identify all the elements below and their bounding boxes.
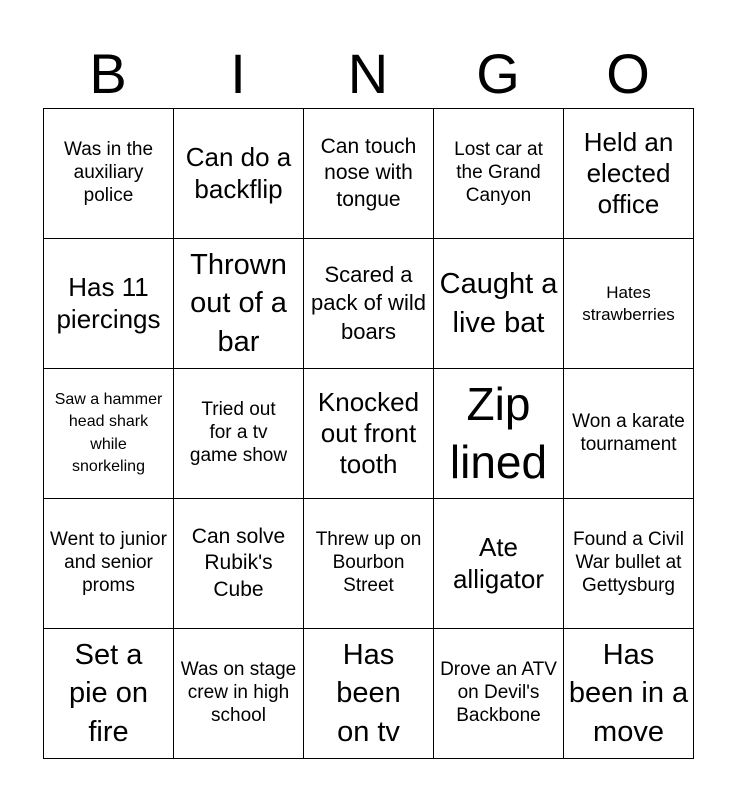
cell-text: Can touch nose with tongue — [320, 135, 417, 211]
cell-text: Lost car at the Grand Canyon — [454, 139, 543, 206]
cell-text: Has been on tv — [336, 638, 401, 748]
cell-text: Caught a live bat — [439, 267, 558, 339]
bingo-cell-r5-c5[interactable] — [564, 629, 694, 759]
cell-text: Thrown out of a bar — [190, 248, 287, 358]
cell-text: Scared a pack of wild boars — [311, 261, 426, 344]
bingo-cell-r2-c4[interactable] — [434, 239, 564, 369]
bingo-cell-r5-c2[interactable] — [174, 629, 304, 759]
bingo-cell-r5-c4[interactable] — [434, 629, 564, 759]
bingo-cell-r4-c1[interactable] — [44, 499, 174, 629]
bingo-cell-r1-c1[interactable] — [44, 109, 174, 239]
cell-text: Was on stage crew in high school — [180, 659, 297, 726]
bingo-cell-r4-c4[interactable] — [434, 499, 564, 629]
header-letter-g: G — [476, 42, 520, 105]
bingo-cell-r3-c3[interactable] — [304, 369, 434, 499]
bingo-cell-r1-c4[interactable] — [434, 109, 564, 239]
bingo-cell-r3-c2[interactable] — [174, 369, 304, 499]
cell-text: Can solve Rubik's Cube — [191, 525, 286, 601]
bingo-cell-r4-c3[interactable] — [304, 499, 434, 629]
cell-text: Ate alligator — [452, 532, 545, 594]
bingo-cell-r2-c3[interactable] — [304, 239, 434, 369]
cell-text: Has 11 piercings — [56, 272, 161, 334]
bingo-cell-r3-c5[interactable] — [564, 369, 694, 499]
header-letter-n: N — [347, 42, 389, 105]
bingo-cell-r2-c5[interactable] — [564, 239, 694, 369]
bingo-header — [43, 40, 693, 108]
cell-text: Zip lined — [449, 378, 548, 488]
bingo-board — [43, 108, 694, 759]
bingo-cell-r4-c5[interactable] — [564, 499, 694, 629]
cell-text: Hates strawberries — [582, 283, 675, 324]
bingo-cell-r2-c2[interactable] — [174, 239, 304, 369]
bingo-cell-r3-c1[interactable] — [44, 369, 174, 499]
bingo-cell-r5-c3[interactable] — [304, 629, 434, 759]
cell-text: Saw a hammer head shark while snorkeling — [54, 390, 163, 475]
bingo-cell-r1-c3[interactable] — [304, 109, 434, 239]
cell-text: Tried out for a tv game show — [189, 399, 288, 466]
cell-text: Found a Civil War bullet at Gettysburg — [573, 529, 684, 596]
cell-text: Set a pie on fire — [68, 638, 148, 748]
cell-text: Can do a backflip — [185, 142, 292, 204]
cell-text: Went to junior and senior proms — [50, 529, 167, 596]
cell-text: Has been in a move — [568, 638, 689, 748]
header-letter-i: I — [230, 42, 246, 105]
bingo-cell-r2-c1[interactable] — [44, 239, 174, 369]
cell-text: Won a karate tournament — [572, 410, 685, 455]
header-letter-o: O — [606, 42, 650, 105]
cell-text: Threw up on Bourbon Street — [315, 529, 422, 596]
cell-text: Drove an ATV on Devil's Backbone — [440, 659, 557, 726]
bingo-cell-r5-c1[interactable] — [44, 629, 174, 759]
bingo-cell-r3-c4[interactable] — [434, 369, 564, 499]
header-letter-b: B — [89, 42, 127, 105]
cell-text: Held an elected office — [583, 126, 674, 220]
cell-text: Was in the auxiliary police — [63, 139, 154, 206]
bingo-cell-r1-c5[interactable] — [564, 109, 694, 239]
bingo-cell-r1-c2[interactable] — [174, 109, 304, 239]
cell-text: Knocked out front tooth — [317, 386, 420, 480]
bingo-cell-r4-c2[interactable] — [174, 499, 304, 629]
